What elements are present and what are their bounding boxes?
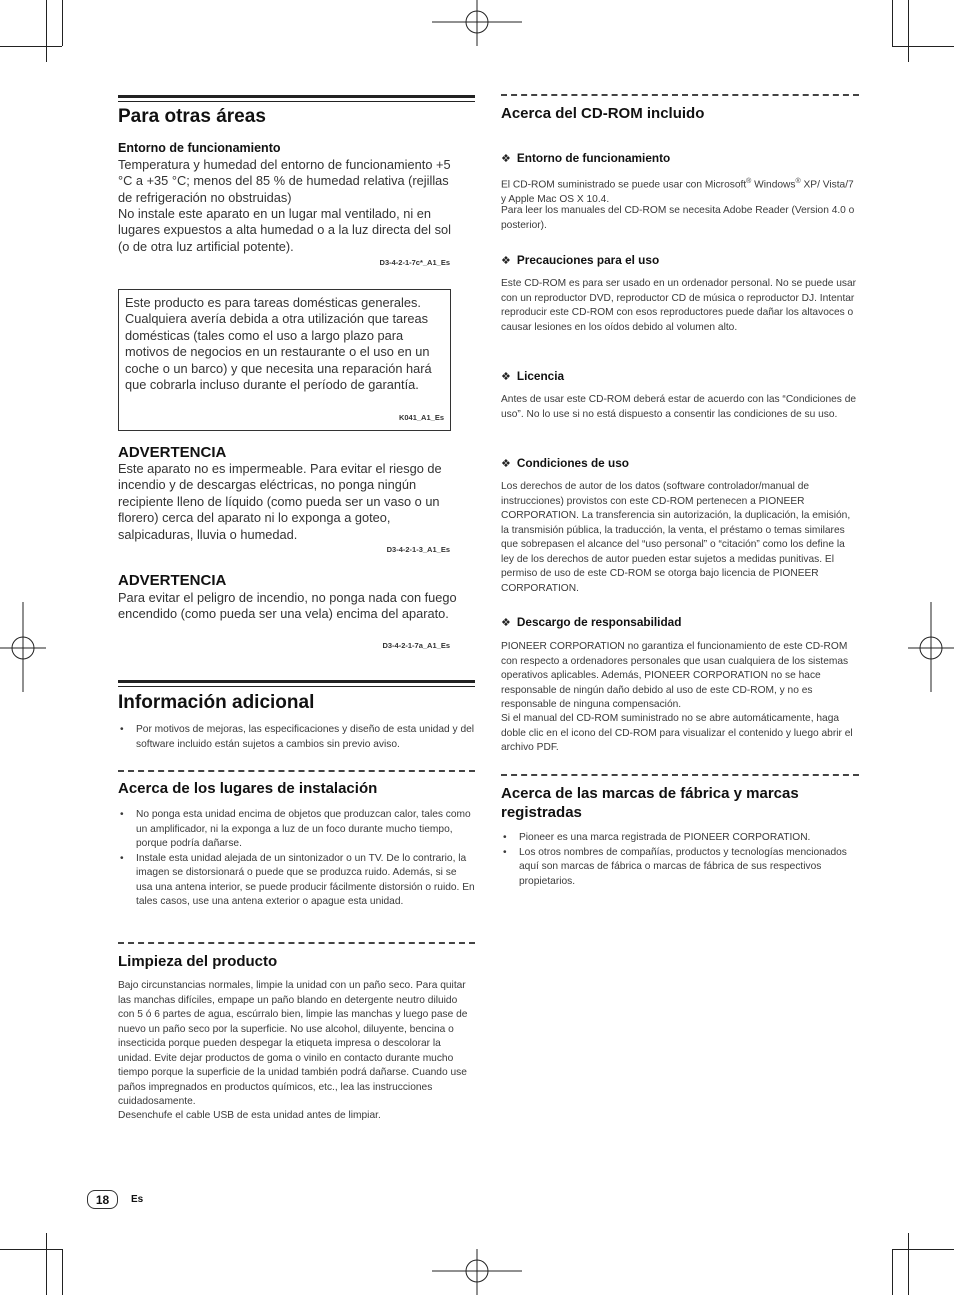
env-heading: Entorno de funcionamiento (118, 141, 281, 155)
doc-code: D3-4-2-1-7c*_A1_Es (379, 258, 450, 267)
list-item: • Pioneer es una marca registrada de PIONEER CORPORATION. (501, 831, 859, 846)
registered-mark: ® (746, 178, 752, 185)
crop-mark (908, 1233, 909, 1295)
notice-text: Este producto es para tareas domésticas generales. Cualquiera avería debida a otra utilización que tareas domésticas (tales como el uso a largo plazo para motivos de negocios en un restaurante o el uso en un coche o un barco) y que necesita una reparación hará que cobrarla incluso durante el período de garantía. (125, 295, 432, 393)
section-rule (118, 686, 475, 687)
registration-mark-icon (0, 602, 46, 692)
subheading-disclaimer: ❖ Descargo de responsabilidad (501, 615, 682, 629)
diamond-bullet-icon: ❖ (501, 255, 511, 267)
list-item: • Instale esta unidad alejada de un sintonizador o un TV. De lo contrario, la imagen se distorsionará o puede que se produzca ruido. Además, si se usa una antena interior, se puede producir fácilmente distorsión o ruido. En tales casos, use una antena exterior o apague esta unidad. (118, 852, 475, 910)
notice-box (118, 289, 451, 431)
subheading-precautions: ❖ Precauciones para el uso (501, 253, 660, 267)
subheading-license: ❖ Licencia (501, 369, 565, 383)
page-number: 18 (87, 1190, 118, 1209)
env-paragraph-1: Temperatura y humedad del entorno de funcionamiento +5 °C a +35 °C; menos del 85 % de humedad relativa (rejillas de refrigeración no obstruidas) (118, 157, 451, 205)
list-item: • No ponga esta unidad encima de objetos que produzcan calor, tales como un amplificador, ni la exponga a luz de un foco durante mucho tiempo, porque podría dañarse. (118, 808, 475, 852)
warning-heading: ADVERTENCIA (118, 572, 227, 589)
dashed-divider (501, 94, 859, 96)
crop-mark (892, 1249, 954, 1250)
registered-mark: ® (795, 178, 801, 185)
crop-mark (892, 46, 954, 47)
section-rule (118, 101, 475, 102)
doc-code: K041_A1_Es (398, 413, 444, 422)
warning-text: Para evitar el peligro de incendio, no ponga nada con fuego encendido (como pueda ser una vela) encima del aparato. (118, 590, 457, 622)
install-heading: Acerca de los lugares de instalación (118, 780, 378, 797)
crop-mark (62, 0, 63, 46)
section-rule (118, 95, 475, 98)
bullet-list (118, 723, 475, 752)
license-text: Antes de usar este CD-ROM deberá estar de acuerdo con las “Condiciones de uso”. No lo use si no está dispuesto a consentir las condiciones de su uso. (501, 394, 857, 420)
crop-mark (0, 46, 62, 47)
crop-mark (892, 1249, 893, 1295)
diamond-bullet-icon: ❖ (501, 458, 511, 470)
crop-mark (892, 0, 893, 46)
env-text: El CD-ROM suministrado se puede usar con Microsoft® Windows® XP/ Vista/7 y Apple Mac OS X 10.4. (501, 178, 854, 205)
crop-mark (62, 1249, 63, 1295)
dashed-divider (501, 774, 859, 776)
section-rule (118, 680, 475, 683)
conditions-text: Los derechos de autor de los datos (software controlador/manual de instrucciones) provistos con este CD-ROM pertenecen a PIONEER CORPORATION. La transferencia sin autorización, la duplicación, la emisión, la transmisión pública, la traducción, la venta, el préstamo o temas similares que sobrepasen el alcance del “uso personal” o “citación” como los define la ley de los derechos de autor pueden estar sujetos a medidas punitivas. El permiso de uso de este CD-ROM se otorga bajo licencia de PIONEER CORPORATION. (501, 481, 851, 594)
registration-mark-icon (908, 602, 954, 692)
env-paragraph-2: No instale este aparato en un lugar mal ventilado, ni en lugares expuestos a alta humedad o a la luz directa del sol (o de otra luz artificial potente). (118, 206, 451, 254)
bullet-list (118, 808, 475, 910)
crop-mark (46, 1233, 47, 1295)
subheading-environment: ❖ Entorno de funcionamiento (501, 151, 671, 165)
diamond-bullet-icon: ❖ (501, 153, 511, 165)
cleaning-paragraph-1: Bajo circunstancias normales, limpie la unidad con un paño seco. Para quitar las manchas difíciles, empape un paño blando en detergente neutro diluido con 5 ó 6 partes de agua, escúrralo bien, limpie las manchas y luego pase de nuevo un paño seco por la superficie. No use alcohol, diluyente, bencina o insecticida porque pueden despegar la etiqueta impresa o descolorar la unidad. Evite dejar productos de goma o vinilo en contacto durante mucho tiempo porque la superficie de la unidad también podrá dañarse. Cuando use paños impregnados en productos químicos, etc., lea las instrucciones cuidadosamente. (118, 980, 468, 1107)
registration-mark-icon (432, 1249, 522, 1295)
disclaimer-text-2: Si el manual del CD-ROM suministrado no se abre automáticamente, haga doble clic en el icono del CD-ROM para visualizar el contenido y luego abrir el archivo PDF. (501, 713, 853, 753)
warning-text: Este aparato no es impermeable. Para evitar el riesgo de incendio y de descargas eléctricas, no ponga ningún recipiente lleno de líquido (como pueda ser un vaso o un florero) cerca del aparato ni lo exponga a goteo, salpicaduras, lluvia o humedad. (118, 461, 442, 542)
cdrom-heading: Acerca del CD-ROM incluido (501, 105, 705, 122)
precautions-text: Este CD-ROM es para ser usado en un ordenador personal. No se puede usar con un reproductor DVD, reproductor CD de música o reproductor DJ. Intentar reproducir este CD-ROM con esos reproductores puede dañar los altavoces o causar lesiones en los oídos debido al volumen alto. (501, 278, 857, 333)
crop-mark (0, 1249, 62, 1250)
cleaning-heading: Limpieza del producto (118, 953, 278, 970)
language-code: Es (131, 1194, 144, 1205)
disclaimer-text-1: PIONEER CORPORATION no garantiza el funcionamiento de este CD-ROM con respecto a ordenadores personales que usan cualquiera de los sistemas operativos aplicables. Además, PIONEER CORPORATION no se hace responsable de ningún daño debido al uso de este CD-ROM, y no es responsable de ninguna compensación. (501, 641, 849, 710)
section-title-additional-info: Información adicional (118, 692, 315, 713)
crop-mark (908, 0, 909, 62)
subheading-conditions: ❖ Condiciones de uso (501, 456, 629, 470)
trademarks-heading: Acerca de las marcas de fábrica y marcas registradas (501, 785, 799, 821)
list-item: • Por motivos de mejoras, las especificaciones y diseño de esta unidad y del software incluido están sujetos a cambios sin previo aviso. (118, 723, 475, 752)
doc-code: D3-4-2-1-3_A1_Es (386, 545, 450, 554)
warning-heading: ADVERTENCIA (118, 444, 227, 461)
dashed-divider (118, 770, 475, 772)
section-title-other-areas: Para otras áreas (118, 106, 266, 127)
cleaning-paragraph-2: Desenchufe el cable USB de esta unidad antes de limpiar. (118, 1110, 381, 1121)
list-item: • Los otros nombres de compañías, productos y tecnologías mencionados aquí son marcas de fábrica o marcas de fábrica de sus respectivos propietarios. (501, 846, 859, 890)
dashed-divider (118, 942, 475, 944)
registration-mark-icon (432, 0, 522, 46)
env-text-2: Para leer los manuales del CD-ROM se necesita Adobe Reader (Version 4.0 o posterior). (501, 205, 855, 231)
diamond-bullet-icon: ❖ (501, 617, 511, 629)
diamond-bullet-icon: ❖ (501, 371, 511, 383)
bullet-list (501, 831, 859, 889)
doc-code: D3-4-2-1-7a_A1_Es (382, 641, 450, 650)
crop-mark (46, 0, 47, 62)
